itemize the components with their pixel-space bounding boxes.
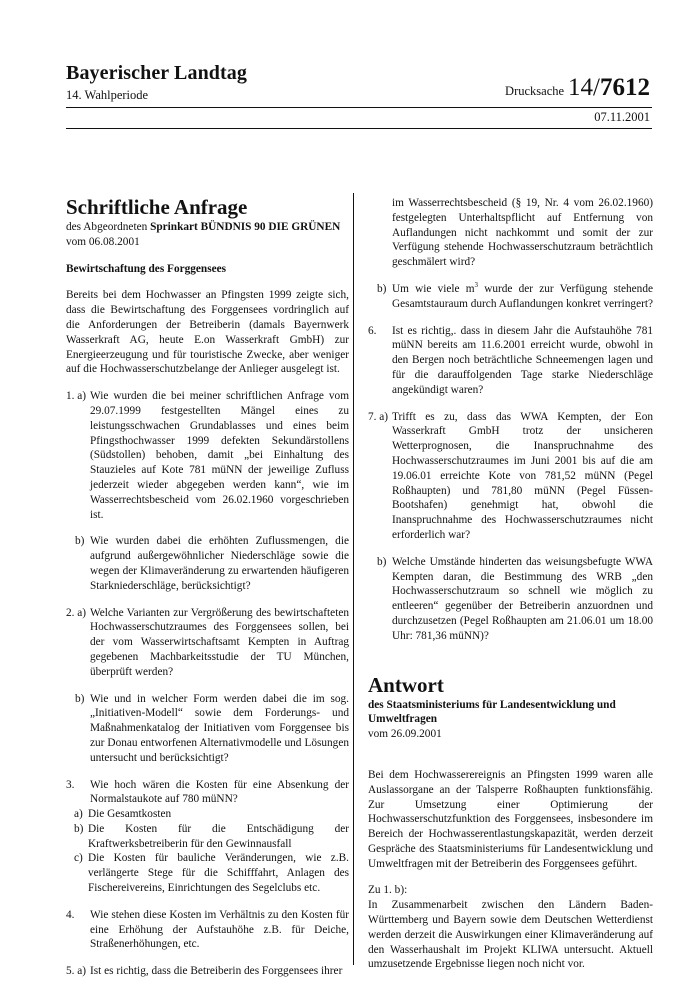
question-text: im Wasserrechtsbescheid (§ 19, Nr. 4 vom 26.02.1960) festgelegten Unterhaltspflicht auf Entfernung von Auflandungen nicht nachkommt und somit der zur Verfügung stehende Hochwasserschutzraum beträchtlich geschmälert wird? [392,197,653,269]
antwort-date: vom 26.09.2001 [368,728,442,741]
question-3c [74,851,349,895]
header-date: 07.11.2001 [594,110,650,124]
question-number: 3. [66,778,75,791]
question-text: Wie wurden dabei die erhöhten Zuflussmengen, die aufgrund außergewöhnlicher Niederschläge sowie die wegen der Klimaveränderung zu erwartenden häufigeren Starkniederschläge, berücksichtigt? [90,535,349,592]
drucksache-block [505,74,650,102]
question-4 [66,908,349,952]
question-3b [74,822,349,852]
column-divider [353,193,354,965]
anfrage-date: vom 06.08.2001 [66,235,140,248]
question-number: c) [74,852,83,865]
question-3a [74,807,349,822]
right-column [368,196,653,972]
question-text: Wie hoch wären die Kosten für eine Absenkung der Normalstaukote auf 780 müNN? [90,778,349,806]
question-number: 5. a) [66,965,87,978]
question-text: Ist es richtig,. dass in diesem Jahr die Aufstauhöhe 781 müNN bereits am 11.6.2001 erreicht wurde, obwohl in den Bergen noch beträchtliche Schneemengen lagen und für die darauffolgenden Tage starke Niederschläge angekündigt waren? [392,324,653,396]
question-text: Die Gesamtkosten [88,808,172,821]
question-number: 4. [66,908,75,921]
question-number: b) [75,535,85,548]
question-text-post: wurde der zur Verfügung stehende Gesamtstauraum durch Auflandungen konkret verringert? [392,282,653,310]
question-text [392,282,653,312]
header-rule-bottom [66,128,652,129]
question-text: Wie stehen diese Kosten im Verhältnis zu den Kosten für eine Erhöhung der Aufstauhöhe z.B. für Deiche, Straßenerhöhungen, etc. [90,908,349,951]
drucksache-label: Drucksache [505,84,565,98]
anfrage-subject: Bewirtschaftung des Forggensees [66,262,227,275]
question-text: Wie und in welcher Form werden dabei die im sog. „Initiativen-Modell“ sowie dem Forderungs- und Maßnahmenkatalog der Initiativen vom Forggensee bis zur Donau entworfenen Alternativmodelle und Lösungen untersucht und berücksichtigt? [90,692,349,764]
drucksache-prefix: 14/ [568,74,600,101]
antwort-paragraph-2: In Zusammenarbeit zwischen den Ländern Baden-Württemberg und Bayern sowie dem Deutschen Wetterdienst werden derzeit die Auswirkungen einer Klimaveränderung auf den Wasserhaushalt im Projekt KLIWA untersucht. Aktuell umzusetzende Ergebnisse liegen noch nicht vor. [368,899,653,971]
left-column [66,196,349,979]
question-5a-start [66,964,349,979]
drucksache-number [568,74,650,101]
question-text: Trifft es zu, dass das WWA Kempten, der Eon Wasserkraft GmbH trotz der unsicheren Wetterprognosen, die Inanspruchnahme des Hochwasserschutzraumes im Juni 2001 bis auf die am 19.06.01 erreichte Kote von 781,52 müNN (Pegel Roßhaupten) und 781,80 müNN (Pegel Füssen-Bootshafen) genehmigt hat, obwohl die Inanspruchnahme des Hochwasserschutzraumes nicht erforderlich war? [392,410,653,541]
question-7b [368,555,653,644]
anfrage-intro: Bereits bei dem Hochwasser an Pfingsten 1999 zeigte sich, dass die Bewirtschaftung des Forggensees vordringlich auf die Anforderungen der Betreiberin (damals Bayernwerk Wasserkraft AG, heute E.on Wasserkraft GmbH) zur Energieerzeugung und für touristische Zwecke, aber weniger auf die Hochwasserschutzbelange der Anlieger ausgelegt ist. [66,289,349,376]
anfrage-title: Schriftliche Anfrage [66,195,248,219]
header-period: 14. Wahlperiode [66,88,149,102]
question-number: b) [377,282,387,295]
question-number: b) [377,555,387,568]
question-5b [368,282,653,312]
question-2a [66,606,349,680]
question-text: Welche Umstände hinderten das weisungsbefugte WWA Kempten daran, die Bestimmung des WRB „den Hochwasserschutzraum so schnell wie möglich zu entleeren“ gegenüber der Betreiberin anzuordnen und durchzusetzen (Pegel Roßhaupten am 21.06.01 um 18.00 Uhr: 781,36 müNN)? [392,555,653,642]
antwort-section-heading: Zu 1. b): [368,884,408,897]
question-3 [66,778,349,808]
antwort-author: des Staatsministeriums für Landesentwicklung und Umweltfragen [368,698,616,726]
anfrage-author-prefix: des Abgeordneten [66,221,151,233]
header-rule [66,107,652,108]
question-6 [368,324,653,398]
antwort-paragraph-1: Bei dem Hochwasserereignis an Pfingsten 1999 waren alle Auslassorgane an der Talsperre Roßhaupten funktionsfähig. Zur Umsetzung einer Optimierung der Hochwasserschutzfunktion des Forggensees, insbesondere im Bereich der Hochwasserentlastungskapazität, werden derzeit Gespräche des Staatsministeriums für Landesentwicklung und Umweltfragen mit der Betreiberin des Forggensees geführt. [368,768,653,870]
question-number: b) [74,822,84,835]
question-text: Ist es richtig, dass die Betreiberin des Forggensees ihrer [90,965,343,978]
drucksache-main-number: 7612 [600,74,650,101]
question-1a [66,389,349,522]
question-number: 7. a) [368,410,389,423]
header-title: Bayerischer Landtag [66,62,247,84]
question-number: 6. [368,324,377,337]
question-5a-continued [368,196,653,270]
question-text: Wie wurden die bei meiner schriftlichen Anfrage vom 29.07.1999 festgestellten Mängel eines zu leistungsschwachen Grundablasses und eines beim Pfingsthochwasser 1999 defekten Sekundärstollens (Südstollen) behoben, damit „bei Einhaltung des Stauzieles auf Kote 781 müNN der jeweilige Zufluss jederzeit wieder abgegeben werden kann“, wie im Wasserrechtsbescheid vom 26.02.1960 vorgeschrieben ist. [90,390,349,521]
antwort-title: Antwort [368,672,444,697]
question-text: Die Kosten für bauliche Veränderungen, wie z.B. verlängerte Stege für die Schifffahrt, Anlagen des Fischereivereins, Einrichtungen des Segelclubs etc. [88,852,349,895]
anfrage-author-name: Sprinkart BÜNDNIS 90 DIE GRÜNEN [150,221,341,233]
question-text: Die Kosten für die Entschädigung der Kraftwerksbetreiberin für den Gewinnausfall [88,822,349,850]
question-1b [66,534,349,593]
question-7a [368,410,653,543]
question-number: b) [75,692,85,705]
question-number: 2. a) [66,606,87,619]
question-text-pre: Um wie viele m [392,282,475,295]
anfrage-author [66,220,349,235]
cubic-superscript: 3 [474,281,479,290]
question-text: Welche Varianten zur Vergrößerung des bewirtschafteten Hochwasserschutzraumes des Forggensees sollen, bei der vom Wasserwirtschaftsamt Kempten in Auftrag gegebenen Machbarkeitsstudie der TU München, überprüft werden? [90,606,349,678]
question-number: a) [74,808,83,821]
question-2b [66,692,349,766]
question-number: 1. a) [66,390,87,403]
